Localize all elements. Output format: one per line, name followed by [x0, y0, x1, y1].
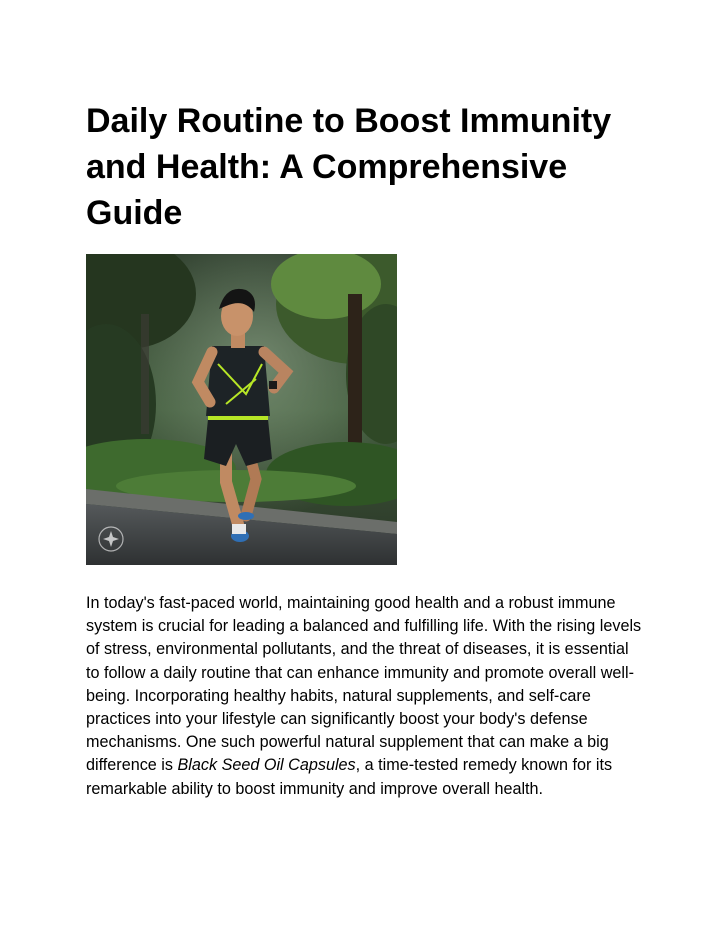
- product-name-emphasis: Black Seed Oil Capsules: [177, 756, 356, 775]
- intro-text-end: , a time-tested remedy known for its remarkable ability to boost immunity and improve overall health.: [86, 756, 613, 798]
- page-title: Daily Routine to Boost Immunity and Health: A Comprehensive Guide: [86, 102, 612, 232]
- runner-illustration: [86, 254, 397, 565]
- intro-text-start: In today's fast-paced world, maintaining good health and a robust immune system is crucial for leading a balanced and fulfilling life. With the rising levels of stress, environmental pollutants, and the threat of diseases, it is essential to follow a daily routine that can enhance immunity and promote overall well-being. Incorporating healthy habits, natural supplements, and self-care practices into your lifestyle can significantly boost your body's defense mechanisms. One such powerful natural supplement that can make a big difference is: [86, 594, 642, 775]
- runner-photo: [86, 254, 397, 565]
- intro-paragraph: [86, 592, 646, 801]
